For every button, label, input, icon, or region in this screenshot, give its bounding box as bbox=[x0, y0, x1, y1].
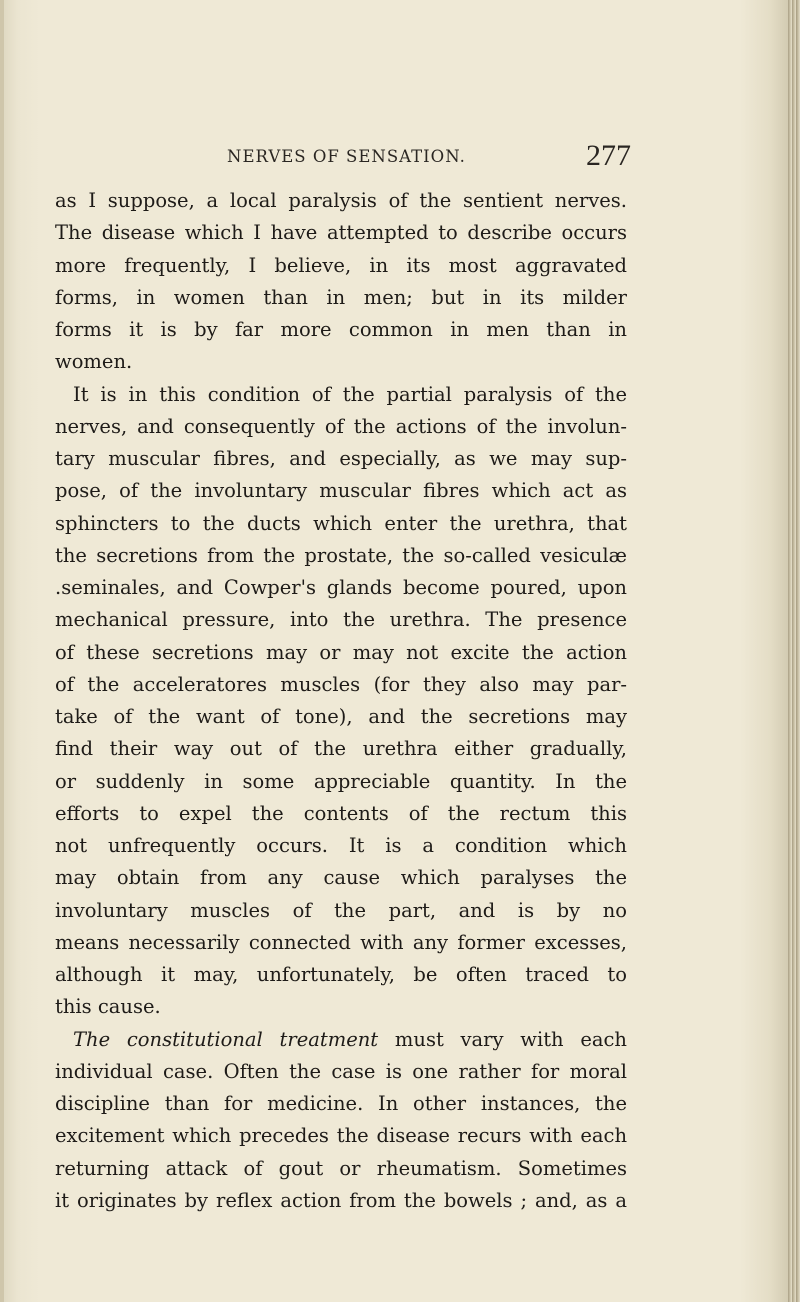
text-line: .seminales, and Cowper's glands become poured, upon bbox=[55, 576, 627, 599]
page-header bbox=[0, 139, 800, 183]
text-line: returning attack of gout or rheumatism. Sometimes bbox=[55, 1156, 627, 1180]
text-line: although it may, unfortunately, be often traced to bbox=[55, 963, 627, 986]
text-line: forms, in women than in men; but in its milder bbox=[55, 285, 627, 309]
text-line: forms it is by far more common in men than in bbox=[55, 318, 627, 341]
text-line: mechanical pressure, into the urethra. The presence bbox=[55, 608, 627, 632]
text-fragment: must vary with each bbox=[378, 1027, 627, 1051]
paragraph bbox=[55, 185, 627, 379]
text-line: this cause. bbox=[55, 995, 161, 1019]
text-line: pose, of the involuntary muscular fibres which act as bbox=[55, 479, 627, 503]
text-line: discipline than for medicine. In other instances, the bbox=[55, 1092, 627, 1115]
text-line: of these secretions may or may not excite the action bbox=[55, 640, 627, 664]
page-number: 277 bbox=[586, 139, 631, 172]
paragraph bbox=[55, 379, 627, 1024]
text-line: tary muscular fibres, and especially, as we may sup- bbox=[55, 447, 627, 470]
text-line: women. bbox=[55, 350, 133, 374]
text-line: sphincters to the ducts which enter the urethra, that bbox=[55, 511, 627, 535]
paragraph bbox=[55, 1024, 627, 1218]
text-line: find their way out of the urethra either gradually, bbox=[55, 737, 627, 761]
page-right-edge bbox=[788, 0, 800, 1302]
text-line: individual case. Often the case is one rather for moral bbox=[55, 1059, 627, 1083]
text-line bbox=[55, 1024, 627, 1056]
text-line: or suddenly in some appreciable quantity. In the bbox=[55, 769, 627, 793]
text-line: nerves, and consequently of the actions of the involun- bbox=[55, 414, 627, 438]
text-line: as I suppose, a local paralysis of the sentient nerves. bbox=[55, 189, 627, 212]
text-line: more frequently, I believe, in its most aggravated bbox=[55, 253, 627, 277]
text-line: The disease which I have attempted to describe occurs bbox=[55, 221, 627, 245]
text-line: of the acceleratores muscles (for they also may par- bbox=[55, 672, 627, 696]
text-line: take of the want of tone), and the secretions may bbox=[55, 705, 627, 728]
text-line: may obtain from any cause which paralyses the bbox=[55, 866, 627, 890]
running-head: NERVES OF SENSATION. bbox=[227, 147, 466, 166]
text-line: efforts to expel the contents of the rectum this bbox=[55, 801, 627, 825]
text-line: the secretions from the prostate, the so-called vesiculæ bbox=[55, 543, 627, 567]
text-line: means necessarily connected with any former excesses, bbox=[55, 930, 627, 954]
text-line: not unfrequently occurs. It is a condition which bbox=[55, 834, 627, 857]
body-text bbox=[55, 185, 627, 1217]
text-line: it originates by reflex action from the bowels ; and, as a bbox=[55, 1188, 627, 1212]
italic-heading: The constitutional treatment bbox=[73, 1027, 379, 1051]
text-line: It is in this condition of the partial paralysis of the bbox=[73, 382, 627, 406]
text-line: excitement which precedes the disease recurs with each bbox=[55, 1124, 627, 1148]
text-line: involuntary muscles of the part, and is by no bbox=[55, 898, 627, 922]
page-left-edge bbox=[0, 0, 4, 1302]
